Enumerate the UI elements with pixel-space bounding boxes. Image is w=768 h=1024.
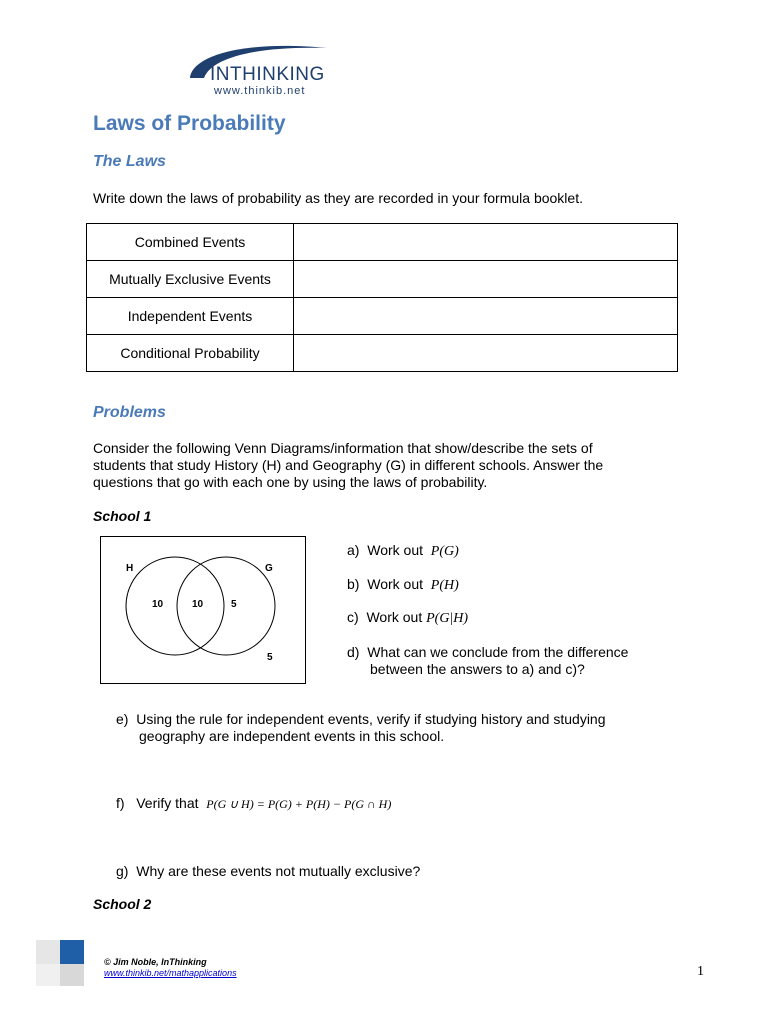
question-text: Work out	[367, 576, 423, 592]
law-answer-cell[interactable]	[294, 224, 678, 261]
question-d	[347, 644, 628, 661]
law-label: Mutually Exclusive Events	[87, 261, 294, 298]
venn-only-g: 5	[231, 599, 237, 610]
question-label: c)	[347, 609, 359, 625]
venn-circle-h	[126, 557, 224, 655]
table-row	[87, 261, 678, 298]
venn-both: 10	[192, 599, 204, 610]
problems-intro-line: questions that go with each one by using the laws of probability.	[93, 474, 488, 490]
laws-instruction: Write down the laws of probability as they are recorded in your formula booklet.	[93, 190, 583, 206]
footer-copyright: © Jim Noble, InThinking	[104, 957, 207, 967]
law-answer-cell[interactable]	[294, 261, 678, 298]
law-answer-cell[interactable]	[294, 298, 678, 335]
question-label: d)	[347, 644, 360, 660]
question-text: Work out	[366, 609, 423, 625]
question-label: e)	[116, 711, 129, 727]
question-f	[116, 795, 391, 813]
question-label: f)	[116, 795, 125, 811]
question-b	[347, 576, 459, 594]
logo-wordmark: INTHINKING	[210, 64, 325, 85]
problems-heading: Problems	[93, 404, 166, 421]
question-label: g)	[116, 863, 129, 879]
law-label: Conditional Probability	[87, 335, 294, 372]
question-e-continued: geography are independent events in this school.	[139, 728, 445, 744]
question-label: b)	[347, 576, 360, 592]
footer-link[interactable]: www.thinkib.net/mathapplications	[104, 968, 237, 978]
question-text: Using the rule for independent events, verify if studying history and studying	[136, 711, 606, 727]
problems-intro-line: students that study History (H) and Geography (G) in different schools. Answer the	[93, 457, 604, 473]
math-expression: P(G|H)	[426, 611, 469, 626]
laws-table	[86, 223, 678, 372]
math-expression: P(G)	[430, 544, 459, 559]
venn-label-g: G	[265, 563, 273, 574]
question-text: What can we conclude from the difference	[367, 644, 629, 660]
question-d-continued: between the answers to a) and c)?	[370, 661, 585, 677]
math-expression: P(G ∪ H) = P(G) + P(H) − P(G ∩ H)	[206, 797, 392, 811]
venn-only-h: 10	[152, 599, 164, 610]
law-label: Combined Events	[87, 224, 294, 261]
page-title: Laws of Probability	[93, 112, 286, 135]
laws-heading: The Laws	[93, 153, 166, 170]
school1-heading: School 1	[93, 508, 152, 524]
school2-heading: School 2	[93, 896, 152, 912]
question-label: a)	[347, 542, 360, 558]
footer-squares-decoration	[36, 940, 86, 990]
problems-intro-line: Consider the following Venn Diagrams/information that show/describe the sets of	[93, 440, 593, 456]
venn-outside: 5	[267, 652, 273, 663]
page-number: 1	[697, 964, 704, 979]
law-answer-cell[interactable]	[294, 335, 678, 372]
law-label: Independent Events	[87, 298, 294, 335]
math-expression: P(H)	[430, 578, 459, 593]
logo-url: www.thinkib.net	[214, 85, 306, 97]
venn-label-h: H	[126, 563, 134, 574]
venn-diagram	[100, 536, 306, 684]
question-g	[116, 863, 420, 880]
question-text: Verify that	[136, 795, 199, 811]
table-row	[87, 224, 678, 261]
question-a	[347, 542, 459, 560]
question-c	[347, 609, 468, 627]
question-text: Work out	[367, 542, 423, 558]
table-row	[87, 335, 678, 372]
table-row	[87, 298, 678, 335]
question-e	[116, 711, 606, 728]
question-text: Why are these events not mutually exclusive?	[136, 863, 421, 879]
